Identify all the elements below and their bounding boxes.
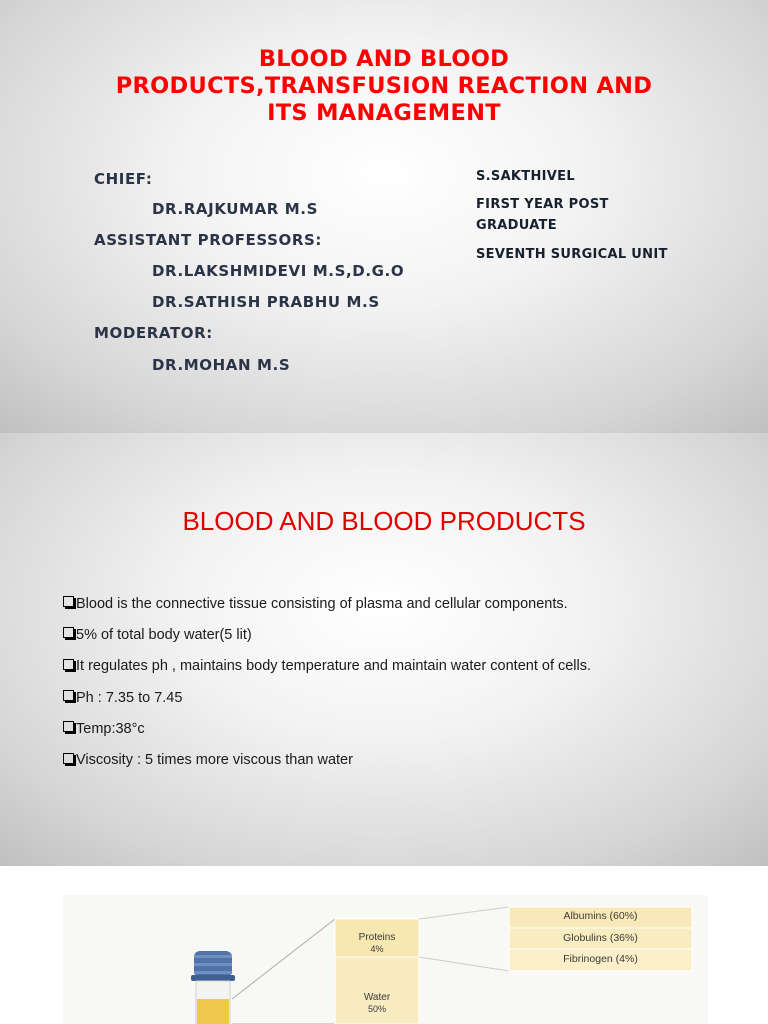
chief-name: DR.RAJKUMAR M.S (152, 200, 318, 218)
slide-title (40, 46, 728, 127)
assistant-name-2: DR.SATHISH PRABHU M.S (152, 293, 380, 311)
bullet-list (63, 588, 591, 776)
bullet-text: Ph : 7.35 to 7.45 (76, 689, 183, 706)
albumins-label: Albumins (60%) (563, 910, 638, 922)
list-item (63, 588, 591, 619)
title-line-2: PRODUCTS,TRANSFUSION REACTION AND (115, 73, 653, 99)
checkbox-bullet-icon (63, 659, 74, 670)
checkbox-bullet-icon (63, 690, 74, 701)
list-item (63, 713, 591, 744)
content-slide (0, 433, 768, 866)
globulins-label: Globulins (36%) (563, 932, 638, 944)
moderator-heading: MODERATOR: (94, 324, 213, 342)
bullet-text: Blood is the connective tissue consisting of plasma and cellular components. (76, 595, 568, 612)
blood-composition-slide (0, 868, 768, 1024)
presenter-year-line-1: FIRST YEAR POST (476, 197, 609, 212)
presenter-name: S.SAKTHIVEL (476, 169, 575, 184)
slide-title: BLOOD AND BLOOD PRODUCTS (182, 506, 586, 536)
checkbox-bullet-icon (63, 596, 74, 607)
list-item (63, 744, 591, 775)
bullet-text: 5% of total body water(5 lit) (76, 626, 252, 643)
title-line-3: ITS MANAGEMENT (267, 100, 501, 126)
title-slide (0, 0, 768, 433)
list-item (63, 619, 591, 650)
moderator-name: DR.MOHAN M.S (152, 356, 291, 374)
presenter-unit: SEVENTH SURGICAL UNIT (476, 247, 668, 262)
checkbox-bullet-icon (63, 753, 74, 764)
blood-composition-figure (63, 895, 708, 1024)
list-item (63, 682, 591, 713)
title-line-1: BLOOD AND BLOOD (258, 46, 510, 72)
water-label: Water (363, 992, 391, 1003)
water-percent: 50% (367, 1004, 386, 1014)
test-tube-icon (191, 951, 235, 1024)
checkbox-bullet-icon (63, 721, 74, 732)
chief-heading: CHIEF: (94, 170, 153, 188)
proteins-percent: 4% (370, 944, 384, 954)
list-item (63, 651, 591, 682)
presenter-year-line-2: GRADUATE (476, 218, 557, 233)
assistant-heading: ASSISTANT PROFESSORS: (94, 231, 323, 249)
fibrinogen-label: Fibrinogen (4%) (563, 953, 638, 965)
bullet-text: Viscosity : 5 times more viscous than water (76, 752, 353, 769)
bullet-text: Temp:38°c (76, 720, 145, 737)
assistant-name-1: DR.LAKSHMIDEVI M.S,D.G.O (152, 262, 405, 280)
proteins-label: Proteins (358, 932, 396, 943)
bullet-text: It regulates ph , maintains body temperature and maintain water content of cells. (76, 658, 592, 675)
checkbox-bullet-icon (63, 627, 74, 638)
